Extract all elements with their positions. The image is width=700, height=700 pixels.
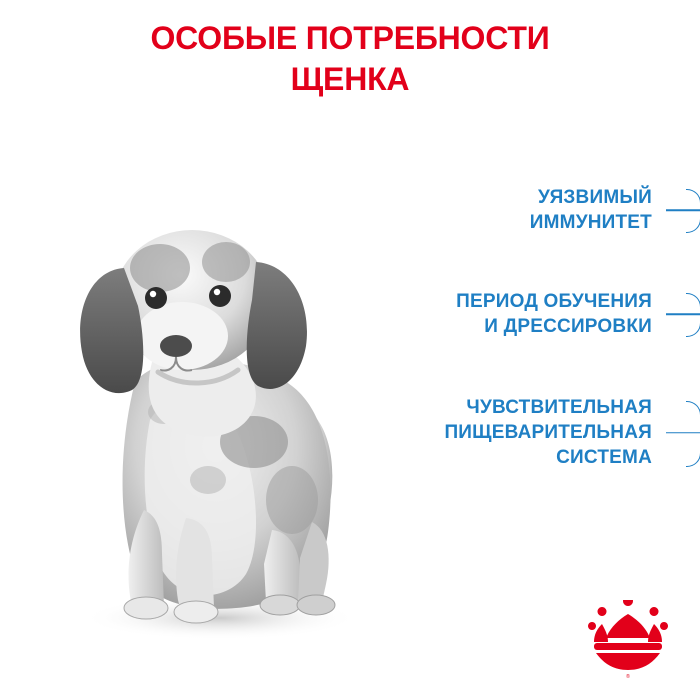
royal-canin-logo xyxy=(582,600,674,680)
feature-digestion-line-3: СИСТЕМА xyxy=(556,447,652,469)
feature-immunity-line-2: ИММУНИТЕТ xyxy=(529,212,652,234)
page-title-line-1: ОСОБЫЕ ПОТРЕБНОСТИ xyxy=(150,20,550,56)
feature-training xyxy=(380,289,700,339)
puppy-photo xyxy=(40,150,400,650)
feature-digestion-line-1: ЧУВСТВИТЕЛЬНАЯ xyxy=(466,397,652,419)
feature-training-label xyxy=(456,289,666,339)
page-title-line-2: ЩЕНКА xyxy=(290,60,410,97)
svg-text:®: ® xyxy=(626,674,630,680)
feature-digestion-line-2: ПИЩЕВАРИТЕЛЬНАЯ xyxy=(444,422,652,444)
feature-immunity xyxy=(380,185,700,235)
page-title xyxy=(60,18,640,100)
bracket-icon xyxy=(666,395,700,470)
bracket-icon xyxy=(666,289,700,339)
feature-digestion-label xyxy=(444,395,666,470)
feature-list xyxy=(380,185,700,471)
bracket-icon xyxy=(666,185,700,235)
feature-digestion xyxy=(380,395,700,470)
feature-training-line-1: ПЕРИОД ОБУЧЕНИЯ xyxy=(456,291,652,313)
feature-immunity-label xyxy=(530,185,666,235)
feature-immunity-line-1: УЯЗВИМЫЙ xyxy=(538,187,652,208)
feature-training-line-2: И ДРЕССИРОВКИ xyxy=(484,316,652,338)
